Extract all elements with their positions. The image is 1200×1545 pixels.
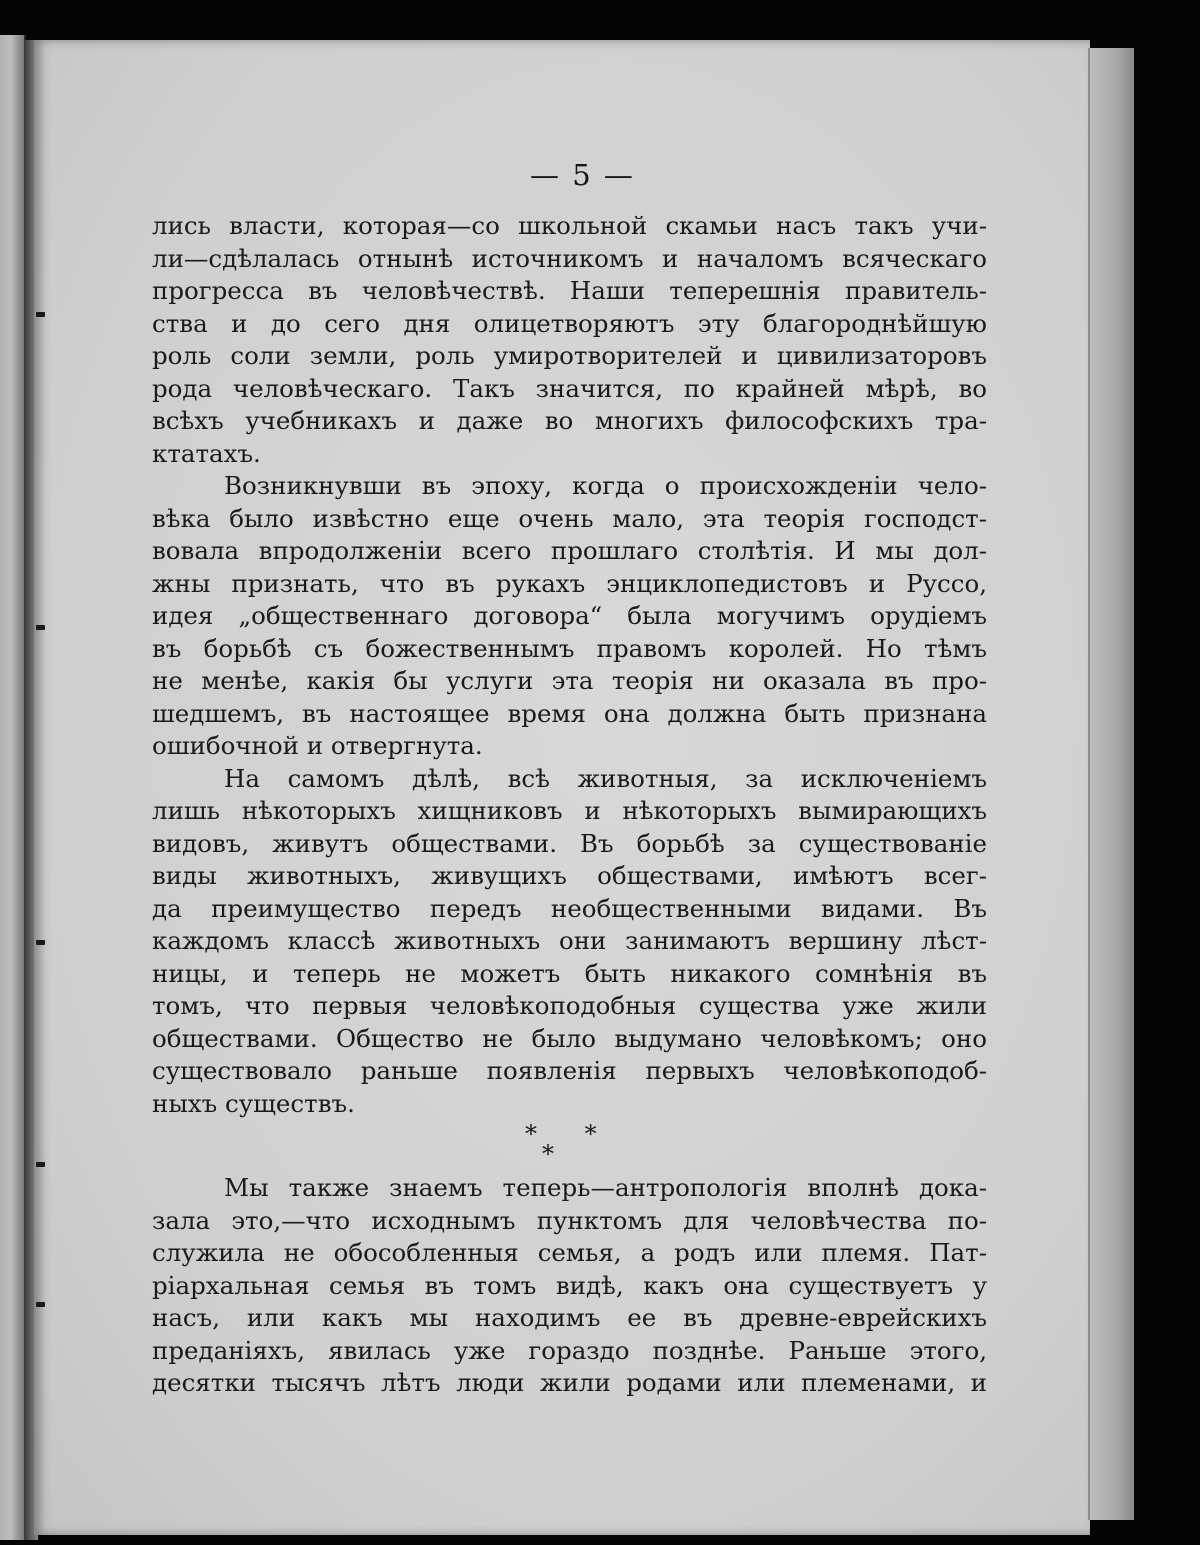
text-line: роль соли земли, роль умиротворителей и цивилизаторовъ	[152, 341, 987, 370]
text-line: На самомъ дѣлѣ, всѣ животныя, за исключеніемъ	[224, 763, 987, 793]
text-line: вовала впродолженіи всего прошлаго столѣтія. И мы дол-	[152, 536, 987, 565]
paragraph	[152, 470, 987, 763]
binding-mark	[36, 1302, 45, 1307]
text-line: зала это,—что исходнымъ пунктомъ для человѣчества по-	[152, 1205, 987, 1235]
section-separator	[152, 1120, 987, 1172]
binding-mark	[36, 940, 45, 945]
text-line: существовало раньше появленія первыхъ человѣкоподоб-	[152, 1056, 987, 1085]
text-line: идея „общественнаго договора“ была могучимъ орудіемъ	[152, 601, 987, 630]
text-line: десятки тысячъ лѣтъ люди жили родами или племенами, и	[152, 1368, 987, 1397]
text-line: всѣхъ учебникахъ и даже во многихъ философскихъ тра-	[152, 406, 987, 435]
text-line: служила не обособленныя семья, а родъ или племя. Пат-	[152, 1238, 987, 1267]
facing-page-edge	[0, 35, 26, 1540]
binding-mark	[36, 312, 45, 317]
text-line: томъ, что первыя человѣкоподобныя существа уже жили	[152, 991, 987, 1020]
binding-mark	[36, 1162, 45, 1167]
text-line: обществами. Общество не было выдумано человѣкомъ; оно	[152, 1023, 987, 1053]
binding-mark	[36, 625, 45, 630]
text-line: жны признать, что въ рукахъ энциклопедистовъ и Руссо,	[152, 568, 987, 598]
text-line: Возникнувши въ эпоху, когда о происхожденіи чело-	[224, 471, 987, 500]
text-line: каждомъ классѣ животныхъ они занимаютъ вершину лѣст-	[152, 926, 987, 955]
paragraph	[152, 210, 987, 470]
text-line: вѣка было извѣстно еще очень мало, эта теорія господст-	[152, 503, 987, 533]
text-line: рода человѣческаго. Такъ значится, по крайней мѣрѣ, во	[152, 373, 987, 403]
text-line: не менѣе, какія бы услуги эта теорія ни оказала въ про-	[152, 666, 987, 695]
text-line: ошибочной и отвергнута.	[152, 731, 483, 760]
body-text	[152, 210, 987, 1400]
text-line: насъ, или какъ мы находимъ ее въ древне-еврейскихъ	[152, 1303, 987, 1332]
text-line: ли—сдѣлалась отнынѣ источникомъ и началомъ всяческаго	[152, 243, 987, 273]
text-line: прогресса въ человѣчествѣ. Наши теперешнія правитель-	[152, 276, 987, 305]
paragraph	[152, 763, 987, 1121]
text-line: въ борьбѣ съ божественнымъ правомъ королей. Но тѣмъ	[152, 633, 987, 663]
text-line: ныхъ существъ.	[152, 1088, 355, 1118]
text-line: ницы, и теперь не можетъ быть никакого сомнѣнія въ	[152, 958, 987, 988]
text-line: ктатахъ.	[152, 438, 261, 468]
asterisk-pair: * *	[525, 1120, 617, 1148]
text-line: ства и до сего дня олицетворяютъ эту благороднѣйшую	[152, 308, 987, 338]
page-number: — 5 —	[530, 158, 635, 192]
page-stack-edge	[1088, 48, 1134, 1520]
text-line: видовъ, живутъ обществами. Въ борьбѣ за существованіе	[152, 828, 987, 858]
paragraph	[152, 1172, 987, 1400]
text-line: да преимущество передъ необщественными видами. Въ	[152, 893, 987, 923]
text-line: шедшемъ, въ настоящее время она должна быть признана	[152, 698, 987, 728]
text-line: лишь нѣкоторыхъ хищниковъ и нѣкоторыхъ вымирающихъ	[152, 796, 987, 825]
text-line: виды животныхъ, живущихъ обществами, имѣютъ всег-	[152, 861, 987, 890]
text-line: ріархальная семья въ томъ видѣ, какъ она существуетъ у	[152, 1270, 987, 1300]
text-line: Мы также знаемъ теперь—антропологія вполнѣ дока-	[224, 1173, 987, 1202]
text-line: лись власти, которая—со школьной скамьи насъ такъ учи-	[152, 211, 987, 240]
text-line: преданіяхъ, явилась уже гораздо позднѣе. Раньше этого,	[152, 1335, 987, 1365]
asterisk-single: *	[542, 1140, 554, 1168]
